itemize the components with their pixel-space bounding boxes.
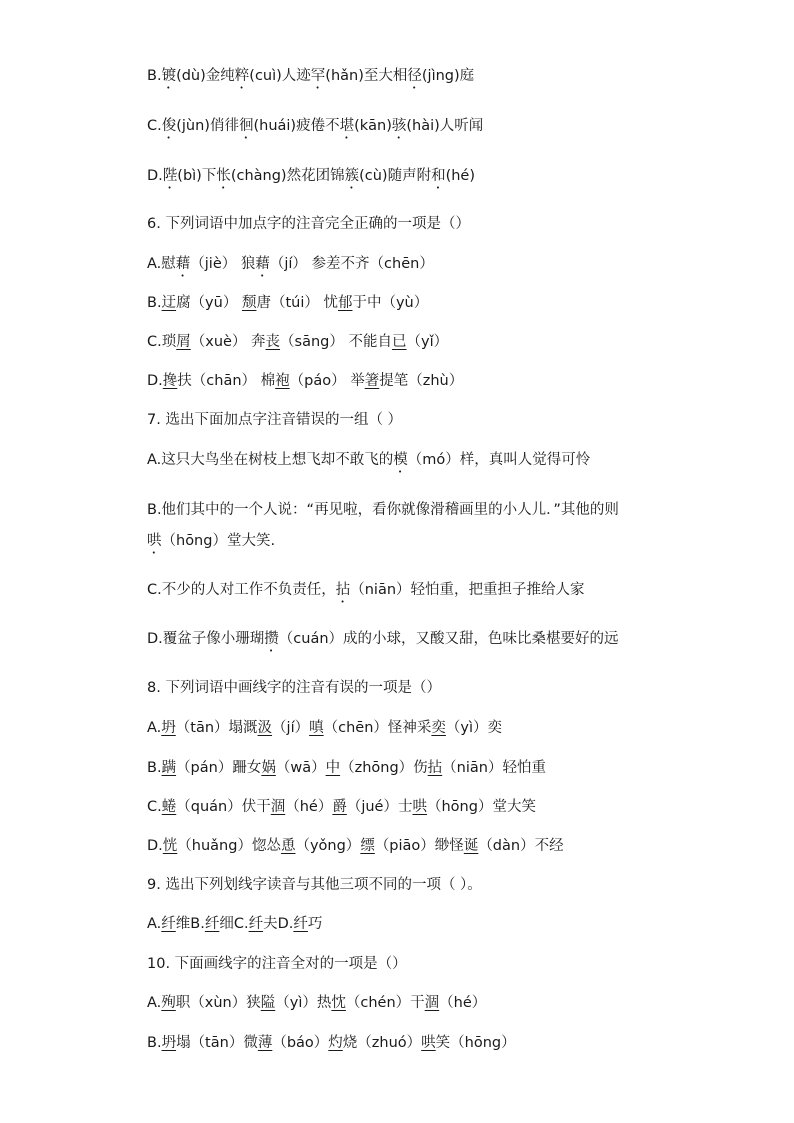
q9-option-b: B.纤细 — [190, 916, 234, 932]
q10-option-a: A.殉职（xùn）狭隘（yì）热忱（chén）干涸（hé） — [147, 995, 487, 1011]
q9-options — [147, 914, 322, 934]
q9-option-a: A.纤维 — [147, 916, 191, 932]
q5-option-d: D.陛(bì)下怅(chàng)然花团锦簇(cù)随声附和(hé) — [147, 168, 476, 184]
q10-option-b: B.坍塌（tān）微薄（báo）灼烧（zhuó）哄笑（hōng） — [147, 1035, 516, 1051]
q6-option-d: D.搀扶（chān） 棉袍（páo） 举箸提笔（zhù） — [147, 373, 464, 389]
q6-title: 6. 下列词语中加点字的注音完全正确的一项是（） — [147, 216, 470, 232]
q7-option-b-line1: B.他们其中的一个人说：“再见啦，看你就像滑稽画里的小人儿．”其他的则 — [147, 502, 619, 518]
q9-option-c: C.纤夫 — [233, 916, 278, 932]
q8-option-c: C.蜷（quán）伏干涸（hé）爵（jué）士哄（hōng）堂大笑 — [147, 799, 536, 815]
q7-option-b-line2: 哄（hōng）堂大笑. — [147, 533, 276, 549]
q7-option-a: A.这只大鸟坐在树枝上想飞却不敢飞的模（mó）样，真叫人觉得可怜 — [147, 452, 591, 468]
q8-option-a: A.坍（tān）塌溉汲（jí）嗔（chēn）怪神采奕（yì）奕 — [147, 720, 502, 736]
q5-option-c: C.俊(jùn)俏徘徊(huái)疲倦不堪(kān)骇(hài)人听闻 — [147, 118, 484, 134]
q7-option-c: C.不少的人对工作不负责任，拈（niān）轻怕重，把重担子推给人家 — [147, 582, 585, 598]
q7-option-d: D.覆盆子像小珊瑚攒（cuán）成的小球，又酸又甜，色味比桑椹要好的远 — [147, 631, 619, 647]
q10-title: 10. 下面画线字的注音全对的一项是（） — [147, 956, 407, 972]
q7-title: 7. 选出下面加点字注音错误的一组（ ） — [147, 412, 403, 428]
q8-option-d: D.恍（huǎng）惚怂恿（yǒng）缥（piāo）缈怪诞（dàn）不经 — [147, 838, 564, 854]
q5-option-b: B.镀(dù)金纯粹(cuì)人迹罕(hǎn)至大相径(jìng)庭 — [147, 68, 475, 84]
q9-option-d: D.纤巧 — [277, 916, 323, 932]
q9-title: 9. 选出下列划线字读音与其他三项不同的一项（ ）。 — [147, 877, 482, 893]
q8-option-b: B.蹒（pán）跚女娲（wā）中（zhōng）伤拈（niān）轻怕重 — [147, 760, 546, 776]
q6-option-c: C.琐屑（xuè） 奔丧（sāng） 不能自已（yǐ） — [147, 334, 449, 350]
q6-option-a: A.慰藉（jiè） 狼藉（jí） 参差不齐（chēn） — [147, 256, 434, 272]
q6-option-b: B.迂腐（yū） 颓唐（túi） 忧郁于中（yù） — [147, 295, 429, 311]
q8-title: 8. 下列词语中画线字的注音有误的一项是（） — [147, 680, 441, 696]
